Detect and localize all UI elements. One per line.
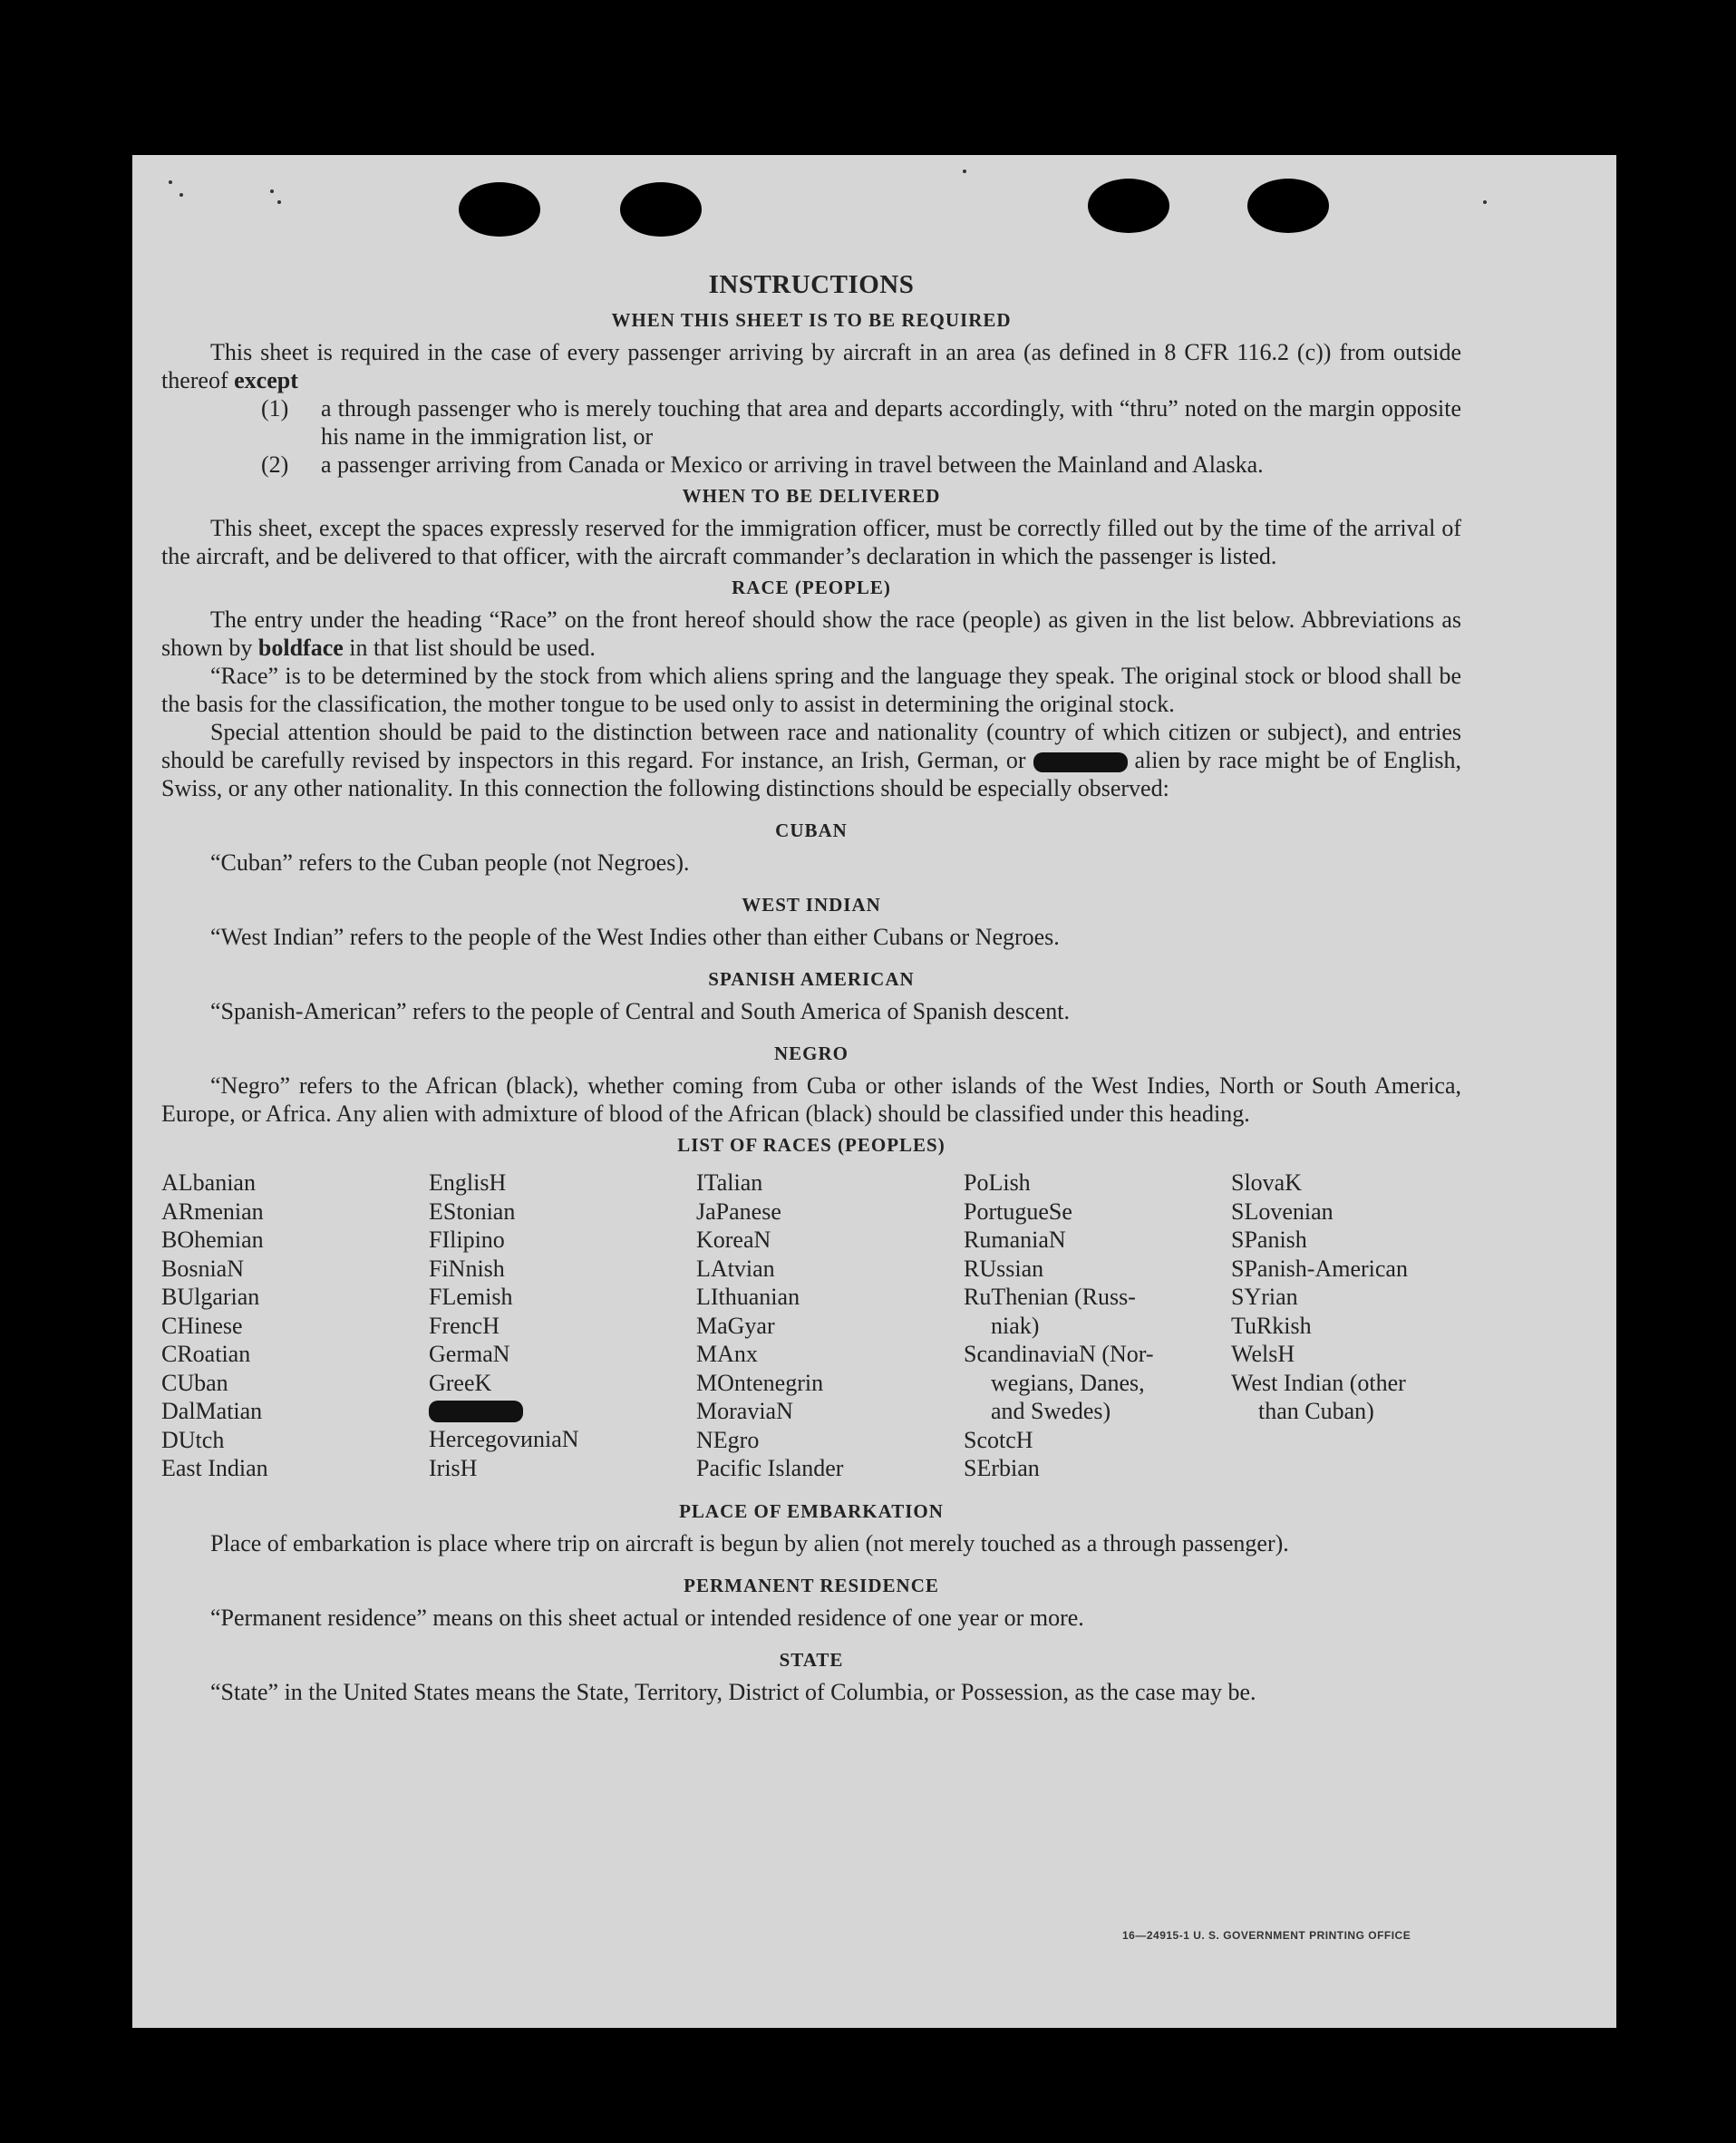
race-entry: WelsH (1231, 1341, 1295, 1367)
heading-list-of-races: LIST OF RACES (PEOPLES) (677, 1134, 946, 1156)
races-column-1 (161, 1168, 429, 1483)
race-entry: RuThenian (Russ- (964, 1284, 1136, 1310)
heading-state: STATE (779, 1648, 844, 1671)
spanish-american-text: “Spanish-American” refers to the people of Central and South America of Spanish descent. (210, 998, 1070, 1024)
races-column-2 (429, 1168, 696, 1483)
punch-hole (1247, 179, 1329, 233)
race-entry: TuRkish (1231, 1312, 1312, 1339)
heading-when-delivered: WHEN TO BE DELIVERED (682, 485, 941, 507)
state-text: “State” in the United States means the State, Territory, District of Columbia, or Possession, as the case may be. (210, 1678, 1256, 1705)
race-entry: RUssian (964, 1255, 1044, 1282)
race-entry: RumaniaN (964, 1227, 1066, 1253)
races-column-5-top (1231, 1168, 1461, 1369)
heading-when-required: WHEN THIS SHEET IS TO BE REQUIRED (611, 309, 1012, 331)
race-entry: East Indian (161, 1455, 268, 1481)
race-entry: MOntenegrin (696, 1369, 824, 1396)
cuban-text: “Cuban” refers to the Cuban people (not Negroes). (210, 849, 690, 876)
race-entry: BosniaN (161, 1255, 244, 1282)
redaction-mark (429, 1401, 523, 1422)
race-entry: SlovaK (1231, 1169, 1302, 1196)
race-entry: HercegovиniaN (429, 1426, 579, 1452)
races-column-3 (696, 1168, 964, 1483)
race-entry: FrencH (429, 1312, 499, 1339)
race-entry: BOhemian (161, 1227, 264, 1253)
required-intro: This sheet is required in the case of every passenger arriving by aircraft in an area (as defined in 8 CFR 116.2 (c)) from outside thereof except (161, 339, 1461, 393)
race-entry: JaPanese (696, 1198, 781, 1225)
printing-office-code: 16—24915-1 U. S. GOVERNMENT PRINTING OFFICE (1122, 1929, 1411, 1942)
race-entry: BUlgarian (161, 1284, 260, 1310)
punch-hole (1088, 179, 1169, 233)
race-entry: IrisH (429, 1454, 478, 1481)
race-entry: FiNnish (429, 1255, 505, 1282)
race-entry: GermaN (429, 1341, 510, 1367)
races-column-4 (964, 1168, 1231, 1483)
race-entry: LIthuanian (696, 1284, 800, 1310)
delivered-text: This sheet, except the spaces expressly reserved for the immigration officer, must be correctly filled out by the time of the arrival of the aircraft, and be delivered to that officer, with the aircraft commander’s declaration in which the passenger is listed. (161, 515, 1461, 569)
race-entry: FLemish (429, 1284, 513, 1310)
race-entry: SPanish (1231, 1227, 1307, 1253)
races-list (161, 1168, 1461, 1483)
race-entry: DalMatian (161, 1398, 263, 1424)
required-item-2: (2) a passenger arriving from Canada or Mexico or arriving in travel between the Mainland and Alaska. (261, 451, 1264, 478)
speck (270, 189, 274, 193)
races-column-5 (1231, 1168, 1461, 1483)
heading-cuban: CUBAN (775, 819, 848, 841)
race-entry: MAnx (696, 1341, 758, 1367)
race-entry-continued: and Swedes) (991, 1398, 1111, 1424)
speck (169, 180, 172, 184)
race-entry: SErbian (964, 1455, 1040, 1481)
race-entry: MoraviaN (696, 1398, 793, 1424)
race-entry: Pacific Islander (696, 1455, 844, 1481)
races-column-4-top (964, 1168, 1231, 1283)
speck (179, 193, 183, 197)
race-entry: LAtvian (696, 1255, 775, 1282)
heading-west-indian: WEST INDIAN (742, 894, 881, 916)
race-entry: West Indian (other (1231, 1369, 1406, 1396)
heading-permanent-residence: PERMANENT RESIDENCE (684, 1574, 939, 1596)
race-entry: CHinese (161, 1312, 243, 1339)
race-entry: DUtch (161, 1426, 225, 1453)
race-paragraph-1: The entry under the heading “Race” on the front hereof should show the race (people) as given in the list below. Abbreviations as shown by boldface in that list should be used. (161, 606, 1461, 661)
race-entry: MaGyar (696, 1312, 775, 1339)
heading-negro: NEGRO (773, 1042, 849, 1064)
race-entry: FIlipino (429, 1227, 505, 1253)
race-entry: ALbanian (161, 1169, 256, 1196)
race-entry: EStonian (429, 1198, 516, 1225)
race-entry-continued: than Cuban) (1258, 1398, 1374, 1424)
race-entry: CRoatian (161, 1341, 251, 1367)
heading-spanish-american: SPANISH AMERICAN (708, 968, 915, 990)
punch-hole (459, 182, 540, 237)
race-entry: NEgro (696, 1426, 760, 1453)
residence-text: “Permanent residence” means on this sheet actual or intended residence of one year or more. (210, 1604, 1084, 1631)
race-entry: PortugueSe (964, 1198, 1072, 1225)
race-entry: CUban (161, 1369, 228, 1396)
race-entry: SPanish-American (1231, 1255, 1408, 1282)
embarkation-text: Place of embarkation is place where trip on aircraft is begun by alien (not merely touched as a through passenger). (210, 1529, 1289, 1556)
west-indian-text: “West Indian” refers to the people of the West Indies other than either Cubans or Negroes. (210, 924, 1060, 950)
races-column-2-top (429, 1168, 696, 1397)
document-sheet (132, 155, 1616, 2028)
page-title: INSTRUCTIONS (708, 270, 915, 299)
race-entry: GreeK (429, 1369, 492, 1396)
race-entry: ScotcH (964, 1426, 1033, 1453)
race-entry: KoreaN (696, 1227, 771, 1253)
race-entry: PoLish (964, 1169, 1031, 1196)
race-paragraph-3: Special attention should be paid to the distinction between race and nationality (country of which citizen or subject), and entries should be carefully revised by inspectors in this regard. For instance, an Irish, German, or alien by race might be of English, Swiss, or any other nationality. In this connection the following distinctions should be especially observed: (161, 719, 1462, 801)
race-entry: SLovenian (1231, 1198, 1334, 1225)
race-entry-continued: wegians, Danes, (991, 1369, 1145, 1396)
race-entry: ITalian (696, 1169, 763, 1196)
races-column-4-bottom (964, 1426, 1231, 1483)
speck (1483, 200, 1487, 204)
race-paragraph-2: “Race” is to be determined by the stock from which aliens spring and the language they speak. The original stock or blood shall be the basis for the classification, the mother tongue to be used only to assist in determining the original stock. (161, 663, 1461, 717)
negro-text: “Negro” refers to the African (black), whether coming from Cuba or other islands of the West Indies, North or South America, Europe, or Africa. Any alien with admixture of blood of the African (black) should be classified under this heading. (161, 1072, 1461, 1127)
speck (277, 200, 281, 204)
race-entry-continued: niak) (991, 1312, 1040, 1339)
speck (963, 170, 966, 173)
heading-race: RACE (PEOPLE) (732, 577, 891, 598)
redaction-mark (1033, 752, 1128, 772)
punch-hole (620, 182, 702, 237)
race-entry: SYrian (1231, 1284, 1298, 1310)
required-item-1: (1) a through passenger who is merely touching that area and departs accordingly, with “thru” noted on the margin opposite his name in the immigration list, or (261, 395, 1461, 450)
races-column-2-bottom (429, 1425, 696, 1482)
instructions-body (161, 271, 1461, 1706)
race-entry: ARmenian (161, 1198, 264, 1225)
race-entry: ScandinaviaN (Nor- (964, 1341, 1154, 1367)
race-entry: EnglisH (429, 1169, 507, 1196)
heading-embarkation: PLACE OF EMBARKATION (679, 1499, 944, 1522)
